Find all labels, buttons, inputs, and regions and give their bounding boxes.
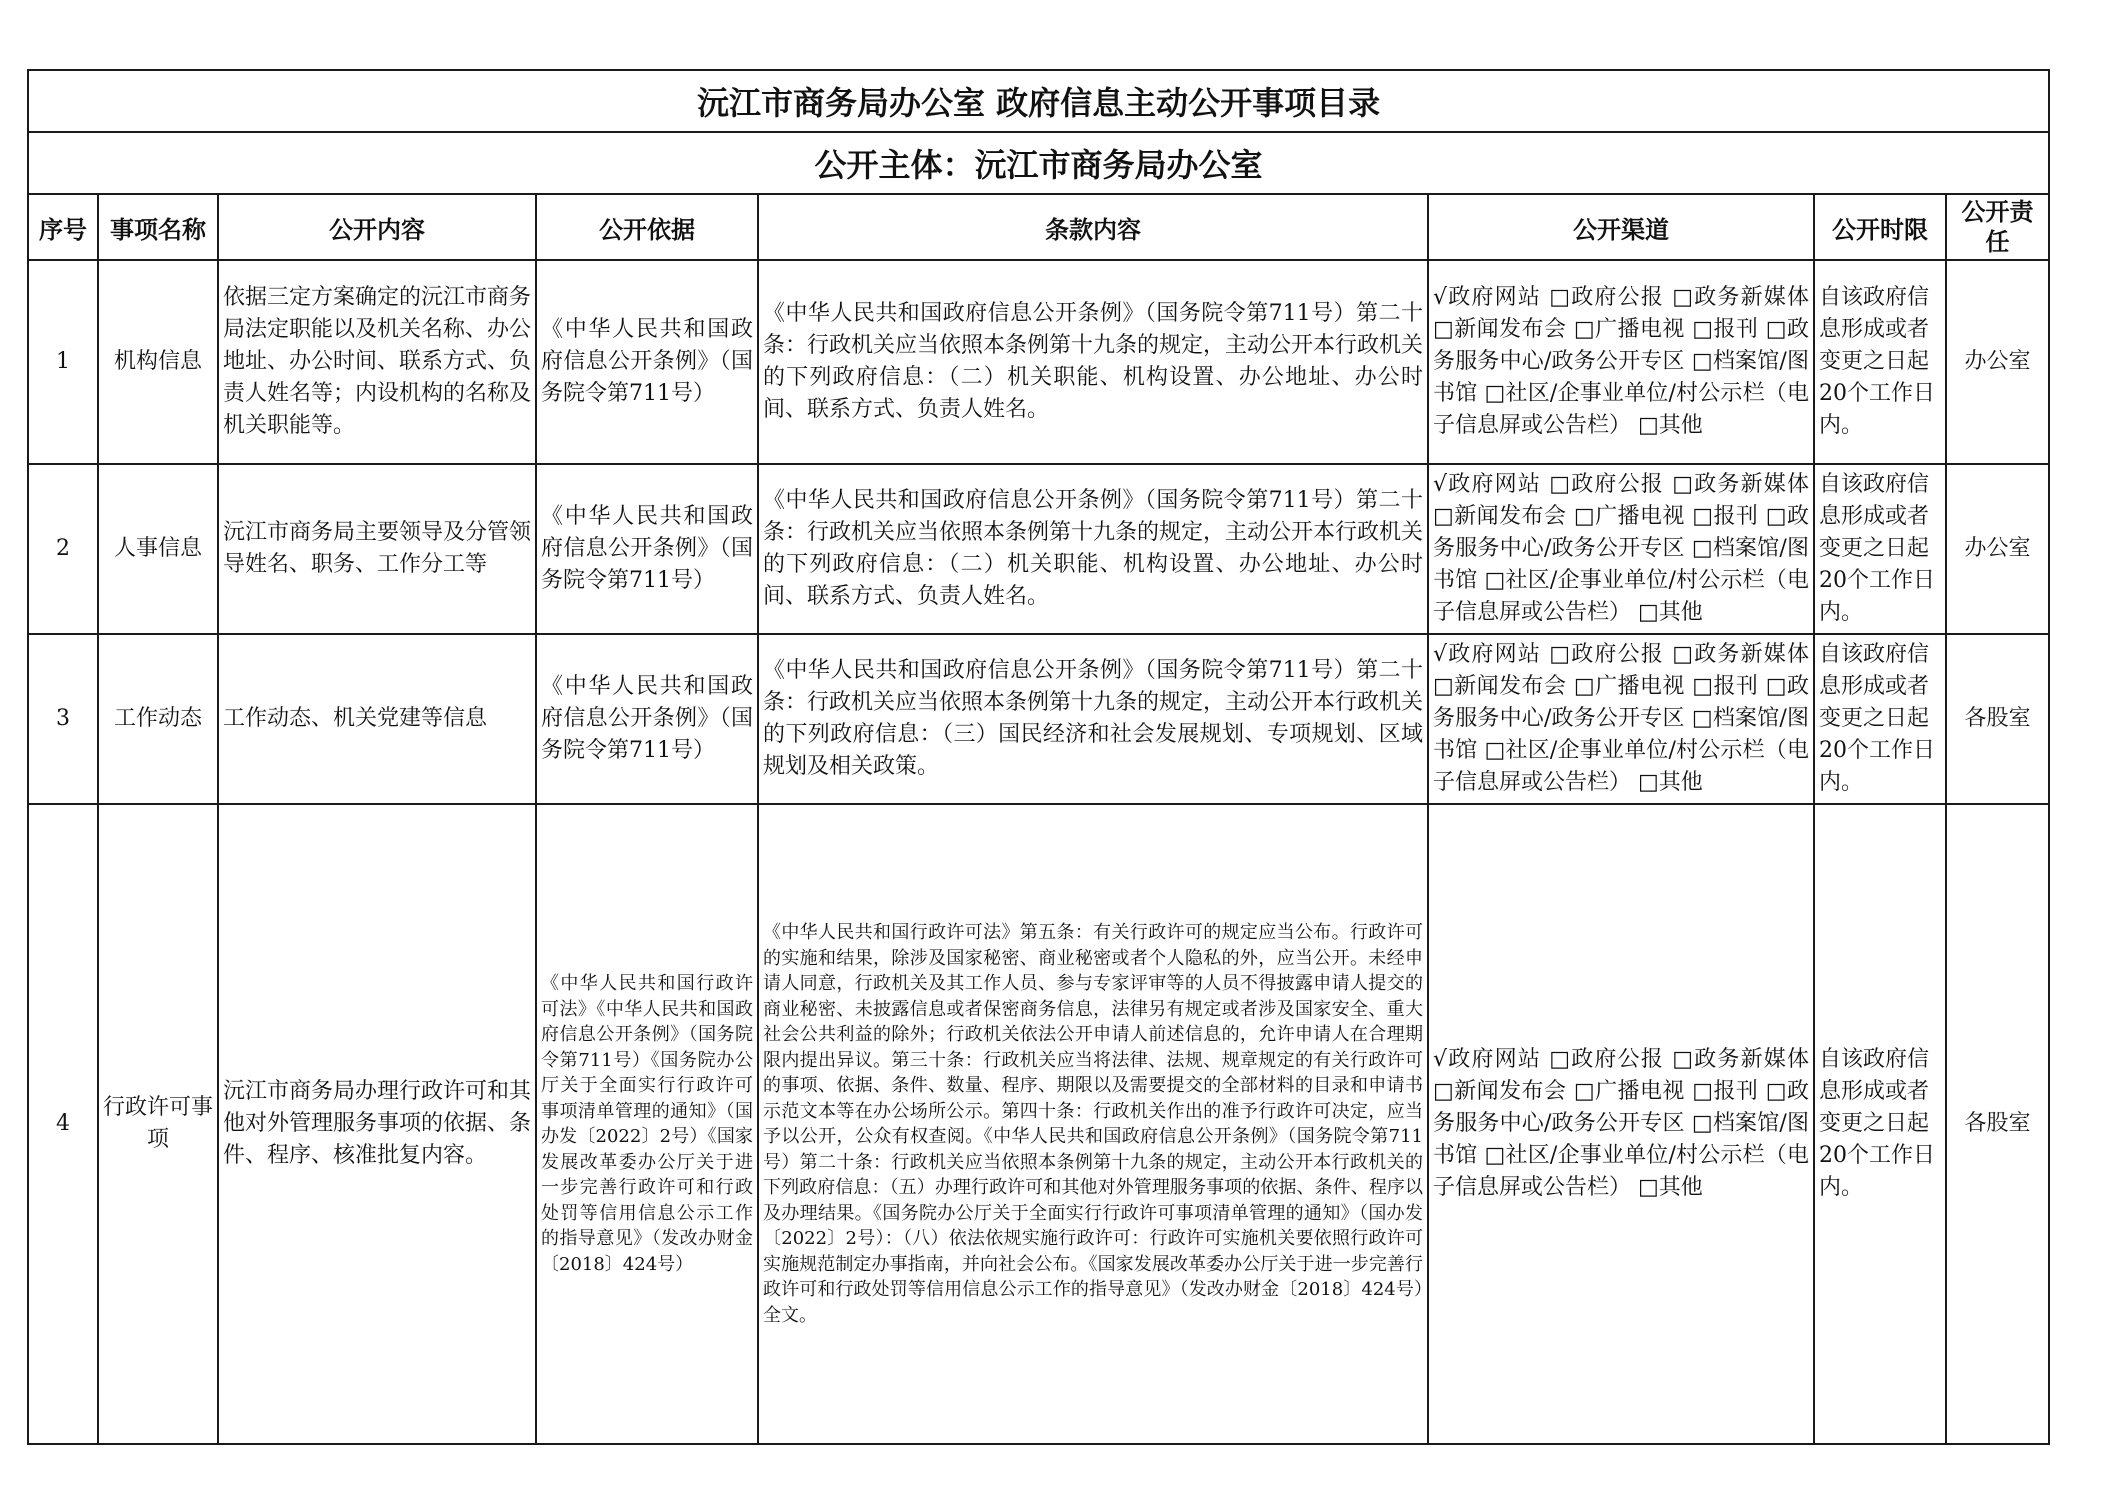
row-basis: 《中华人民共和国行政许可法》《中华人民共和国政府信息公开条例》（国务院令第711号）《国务院办公厅关于全面实行行政许可事项清单管理的通知》（国办发〔2022〕2号）《国家发展改革委办公厅关于进一步完善行政许可和行政处罚等信用信息公示工作的指导意见》（发改办财金〔2018〕424号） [536, 804, 758, 1444]
header-responsibility: 公开责任 [1946, 194, 2049, 260]
row-content: 沅江市商务局办理行政许可和其他对外管理服务事项的依据、条件、程序、核准批复内容。 [218, 804, 536, 1444]
header-channel: 公开渠道 [1428, 194, 1814, 260]
row-basis: 《中华人民共和国政府信息公开条例》（国务院令第711号） [536, 464, 758, 634]
row-clause: 《中华人民共和国政府信息公开条例》（国务院令第711号）第二十条：行政机关应当依照本条例第十九条的规定，主动公开本行政机关的下列政府信息：（二）机关职能、机构设置、办公地址、办公时间、联系方式、负责人姓名。 [758, 464, 1428, 634]
header-row [28, 194, 2049, 260]
row-responsibility: 办公室 [1946, 464, 2049, 634]
row-channel: √政府网站 □政府公报 □政务新媒体 □新闻发布会 □广播电视 □报刊 □政务服务中心/政务公开专区 □档案馆/图书馆 □社区/企事业单位/村公示栏（电子信息屏或公告栏） □其他 [1428, 634, 1814, 804]
row-responsibility: 办公室 [1946, 260, 2049, 464]
row-time: 自该政府信息形成或者变更之日起20个工作日内。 [1814, 464, 1946, 634]
header-content: 公开内容 [218, 194, 536, 260]
row-channel: √政府网站 □政府公报 □政务新媒体 □新闻发布会 □广播电视 □报刊 □政务服务中心/政务公开专区 □档案馆/图书馆 □社区/企事业单位/村公示栏（电子信息屏或公告栏） □其他 [1428, 260, 1814, 464]
row-name: 人事信息 [98, 464, 218, 634]
row-clause: 《中华人民共和国政府信息公开条例》（国务院令第711号）第二十条：行政机关应当依照本条例第十九条的规定，主动公开本行政机关的下列政府信息：（二）机关职能、机构设置、办公地址、办公时间、联系方式、负责人姓名。 [758, 260, 1428, 464]
row-seq: 3 [28, 634, 98, 804]
row-name: 行政许可事项 [98, 804, 218, 1444]
table-row [28, 260, 2049, 464]
row-content: 沅江市商务局主要领导及分管领导姓名、职务、工作分工等 [218, 464, 536, 634]
row-seq: 1 [28, 260, 98, 464]
row-clause: 《中华人民共和国政府信息公开条例》（国务院令第711号）第二十条：行政机关应当依照本条例第十九条的规定，主动公开本行政机关的下列政府信息：（三）国民经济和社会发展规划、专项规划、区域规划及相关政策。 [758, 634, 1428, 804]
row-basis: 《中华人民共和国政府信息公开条例》（国务院令第711号） [536, 260, 758, 464]
row-responsibility: 各股室 [1946, 804, 2049, 1444]
row-time: 自该政府信息形成或者变更之日起20个工作日内。 [1814, 260, 1946, 464]
row-seq: 4 [28, 804, 98, 1444]
row-content: 依据三定方案确定的沅江市商务局法定职能以及机关名称、办公地址、办公时间、联系方式、负责人姓名等；内设机构的名称及机关职能等。 [218, 260, 536, 464]
row-basis: 《中华人民共和国政府信息公开条例》（国务院令第711号） [536, 634, 758, 804]
header-time: 公开时限 [1814, 194, 1946, 260]
header-seq: 序号 [28, 194, 98, 260]
disclosure-catalog-table [27, 69, 2050, 1445]
row-clause: 《中华人民共和国行政许可法》第五条：有关行政许可的规定应当公布。行政许可的实施和结果，除涉及国家秘密、商业秘密或者个人隐私的外，应当公开。未经申请人同意，行政机关及其工作人员、参与专家评审等的人员不得披露申请人提交的商业秘密、未披露信息或者保密商务信息，法律另有规定或者涉及国家安全、重大社会公共利益的除外；行政机关依法公开申请人前述信息的，允许申请人在合理期限内提出异议。第三十条：行政机关应当将法律、法规、规章规定的有关行政许可的事项、依据、条件、数量、程序、期限以及需要提交的全部材料的目录和申请书示范文本等在办公场所公示。第四十条：行政机关作出的准予行政许可决定，应当予以公开，公众有权查阅。《中华人民共和国政府信息公开条例》（国务院令第711号）第二十条：行政机关应当依照本条例第十九条的规定，主动公开本行政机关的下列政府信息：（五）办理行政许可和其他对外管理服务事项的依据、条件、程序以及办理结果。《国务院办公厅关于全面实行行政许可事项清单管理的通知》（国办发〔2022〕2号）：（八）依法依规实施行政许可：行政许可实施机关要依照行政许可实施规范制定办事指南，并向社会公布。《国家发展改革委办公厅关于进一步完善行政许可和行政处罚等信用信息公示工作的指导意见》（发改办财金〔2018〕424号）全文。 [758, 804, 1428, 1444]
row-name: 工作动态 [98, 634, 218, 804]
disclosure-subject: 公开主体：沅江市商务局办公室 [28, 132, 2049, 194]
row-channel: √政府网站 □政府公报 □政务新媒体 □新闻发布会 □广播电视 □报刊 □政务服务中心/政务公开专区 □档案馆/图书馆 □社区/企事业单位/村公示栏（电子信息屏或公告栏） □其他 [1428, 464, 1814, 634]
row-responsibility: 各股室 [1946, 634, 2049, 804]
row-seq: 2 [28, 464, 98, 634]
row-time: 自该政府信息形成或者变更之日起20个工作日内。 [1814, 634, 1946, 804]
header-basis: 公开依据 [536, 194, 758, 260]
table-row [28, 634, 2049, 804]
row-name: 机构信息 [98, 260, 218, 464]
document-title: 沅江市商务局办公室 政府信息主动公开事项目录 [28, 70, 2049, 132]
row-channel: √政府网站 □政府公报 □政务新媒体 □新闻发布会 □广播电视 □报刊 □政务服务中心/政务公开专区 □档案馆/图书馆 □社区/企事业单位/村公示栏（电子信息屏或公告栏） □其他 [1428, 804, 1814, 1444]
header-clause: 条款内容 [758, 194, 1428, 260]
table-row [28, 464, 2049, 634]
row-content: 工作动态、机关党建等信息 [218, 634, 536, 804]
row-time: 自该政府信息形成或者变更之日起20个工作日内。 [1814, 804, 1946, 1444]
header-name: 事项名称 [98, 194, 218, 260]
table-row [28, 804, 2049, 1444]
